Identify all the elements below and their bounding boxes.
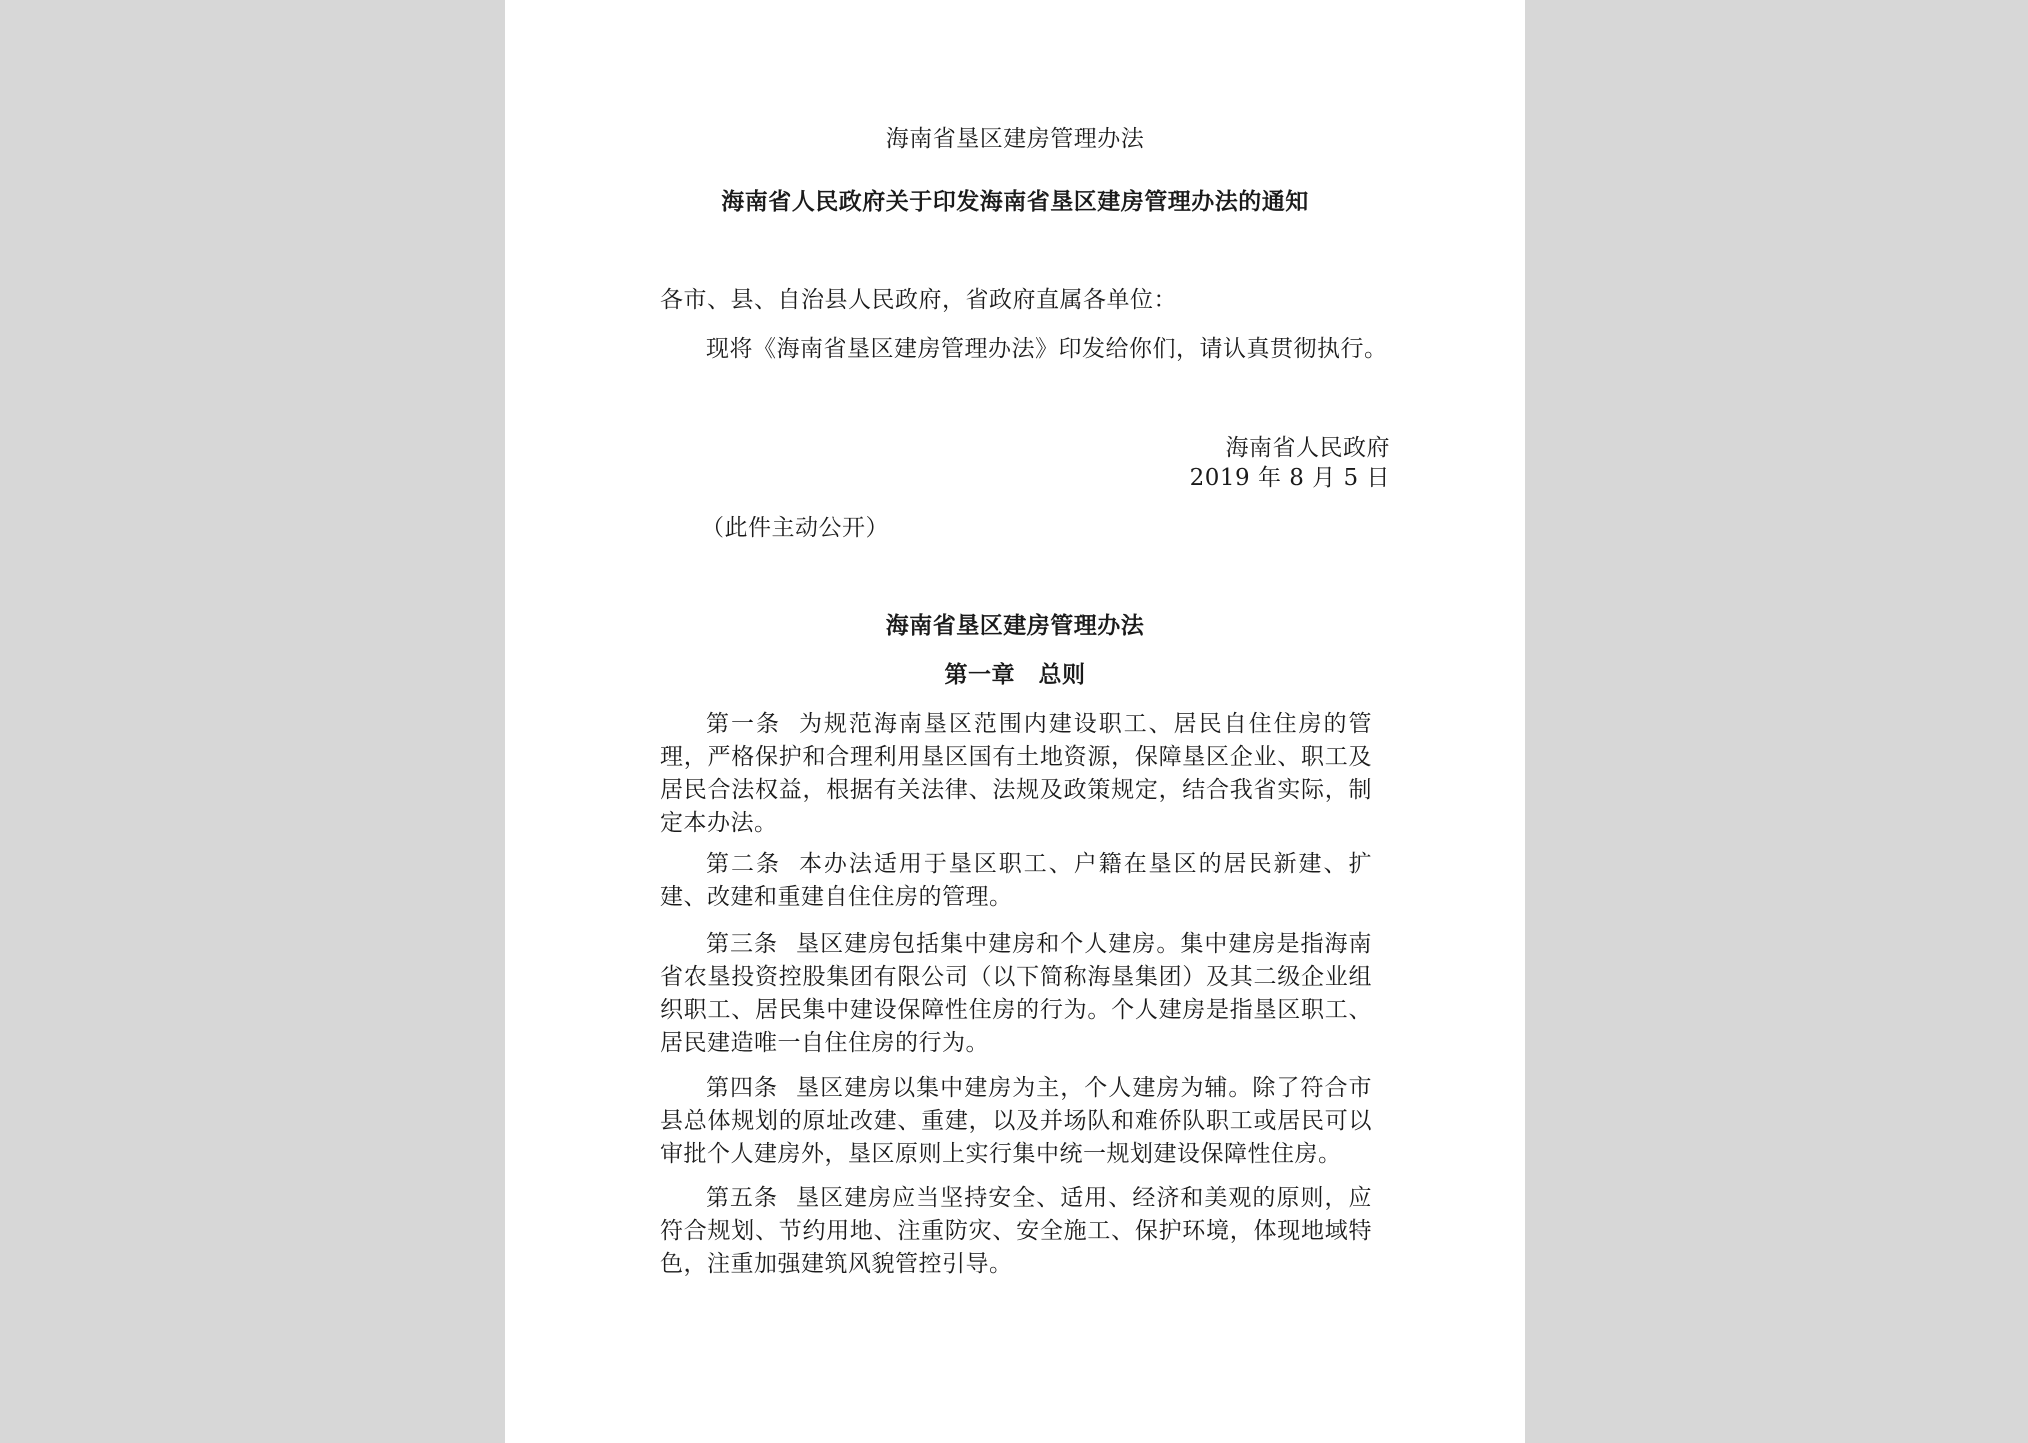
article-text: 本办法适用于垦区职工、户籍在垦区的居民新建、扩建、改建和重建自住住房的管理。 [660, 851, 1373, 910]
article-2 [660, 848, 1372, 914]
notice-title: 海南省人民政府关于印发海南省垦区建房管理办法的通知 [721, 188, 1309, 215]
chapter-title: 第一章 总则 [944, 661, 1086, 688]
article-text: 垦区建房包括集中建房和个人建房。集中建房是指海南省农垦投资控股集团有限公司（以下简称海垦集团）及其二级企业组织职工、居民集中建设保障性住房的行为。个人建房是指垦区职工、居民建造唯一自住住房的行为。 [660, 931, 1373, 1056]
article-label: 第三条 [706, 931, 779, 957]
article-text: 为规范海南垦区范围内建设职工、居民自住住房的管理，严格保护和合理利用垦区国有土地资源，保障垦区企业、职工及居民合法权益，根据有关法律、法规及政策规定，结合我省实际，制定本办法。 [660, 711, 1373, 836]
article-label: 第五条 [706, 1185, 779, 1211]
issue-date: 2019 年 8 月 5 日 [1189, 465, 1390, 491]
notice-body: 现将《海南省垦区建房管理办法》印发给你们，请认真贯彻执行。 [706, 336, 1388, 362]
article-label: 第二条 [706, 851, 781, 877]
article-1 [660, 708, 1372, 840]
article-3 [660, 928, 1372, 1060]
document-page [505, 0, 1525, 1443]
article-text: 垦区建房应当坚持安全、适用、经济和美观的原则，应符合规划、节约用地、注重防灾、安全施工、保护环境，体现地域特色，注重加强建筑风貌管控引导。 [660, 1185, 1373, 1277]
issuer: 海南省人民政府 [1225, 435, 1390, 461]
article-text: 垦区建房以集中建房为主，个人建房为辅。除了符合市县总体规划的原址改建、重建，以及并场队和难侨队职工或居民可以审批个人建房外，垦区原则上实行集中统一规划建设保障性住房。 [660, 1075, 1373, 1167]
salutation: 各市、县、自治县人民政府，省政府直属各单位： [660, 287, 1177, 313]
header-title: 海南省垦区建房管理办法 [885, 126, 1145, 152]
article-label: 第一条 [706, 711, 781, 737]
article-4 [660, 1072, 1372, 1171]
article-label: 第四条 [706, 1075, 779, 1101]
article-5 [660, 1182, 1372, 1281]
regulation-title: 海南省垦区建房管理办法 [885, 612, 1145, 639]
disclosure-note: （此件主动公开） [701, 515, 889, 541]
